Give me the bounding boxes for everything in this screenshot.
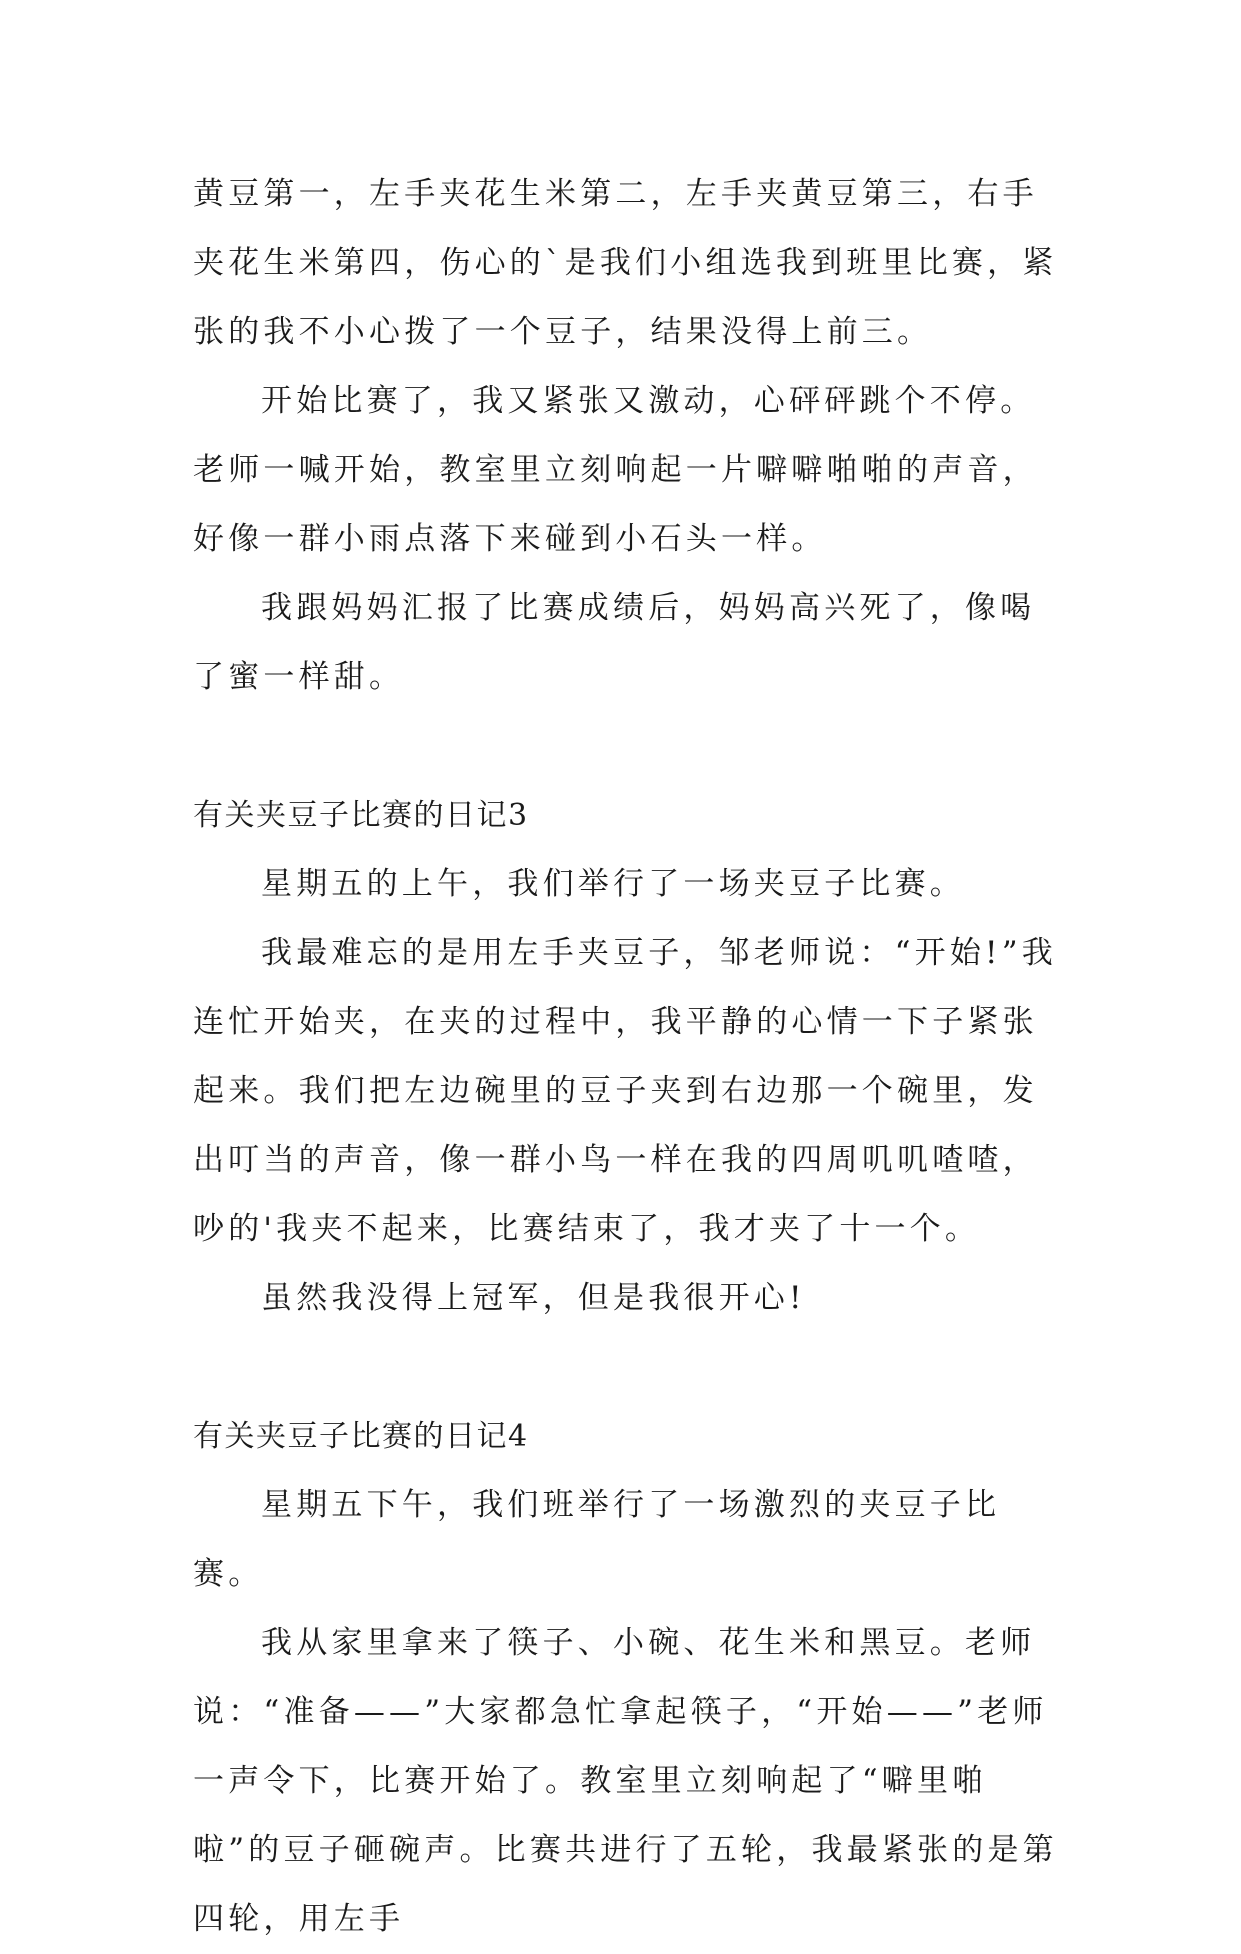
section-spacer <box>193 1333 1063 1402</box>
paragraph: 我从家里拿来了筷子、小碗、花生米和黑豆。老师说：“准备——”大家都急忙拿起筷子，“开始——”老师一声令下，比赛开始了。教室里立刻响起了“噼里啪啦”的豆子砸碗声。比赛共进行了五轮，我最紧张的是第四轮，用左手 <box>193 1625 1058 1937</box>
paragraph: 星期五下午，我们班举行了一场激烈的夹豆子比赛。 <box>193 1487 1001 1592</box>
document-body <box>193 160 1063 1954</box>
paragraph: 开始比赛了，我又紧张又激动，心砰砰跳个不停。老师一喊开始，教室里立刻响起一片噼噼啪啪的声音，好像一群小雨点落下来碰到小石头一样。 <box>193 383 1038 557</box>
paragraph: 虽然我没得上冠军，但是我很开心! <box>261 1280 806 1316</box>
section-title-4: 有关夹豆子比赛的日记4 <box>193 1419 529 1454</box>
paragraph: 我最难忘的是用左手夹豆子，邹老师说：“开始!”我连忙开始夹，在夹的过程中，我平静的心情一下子紧张起来。我们把左边碗里的豆子夹到右边那一个碗里，发出叮当的声音，像一群小鸟一样在我的四周叽叽喳喳，吵的'我夹不起来，比赛结束了，我才夹了十一个。 <box>193 935 1057 1247</box>
section-title-3: 有关夹豆子比赛的日记3 <box>193 798 529 833</box>
paragraph-continued: 黄豆第一，左手夹花生米第二，左手夹黄豆第三，右手夹花生米第四，伤心的`是我们小组选我到班里比赛，紧张的我不小心拨了一个豆子，结果没得上前三。 <box>193 176 1058 350</box>
section-spacer <box>193 712 1063 781</box>
paragraph: 星期五的上午，我们举行了一场夹豆子比赛。 <box>261 866 965 902</box>
paragraph: 我跟妈妈汇报了比赛成绩后，妈妈高兴死了，像喝了蜜一样甜。 <box>193 590 1036 695</box>
